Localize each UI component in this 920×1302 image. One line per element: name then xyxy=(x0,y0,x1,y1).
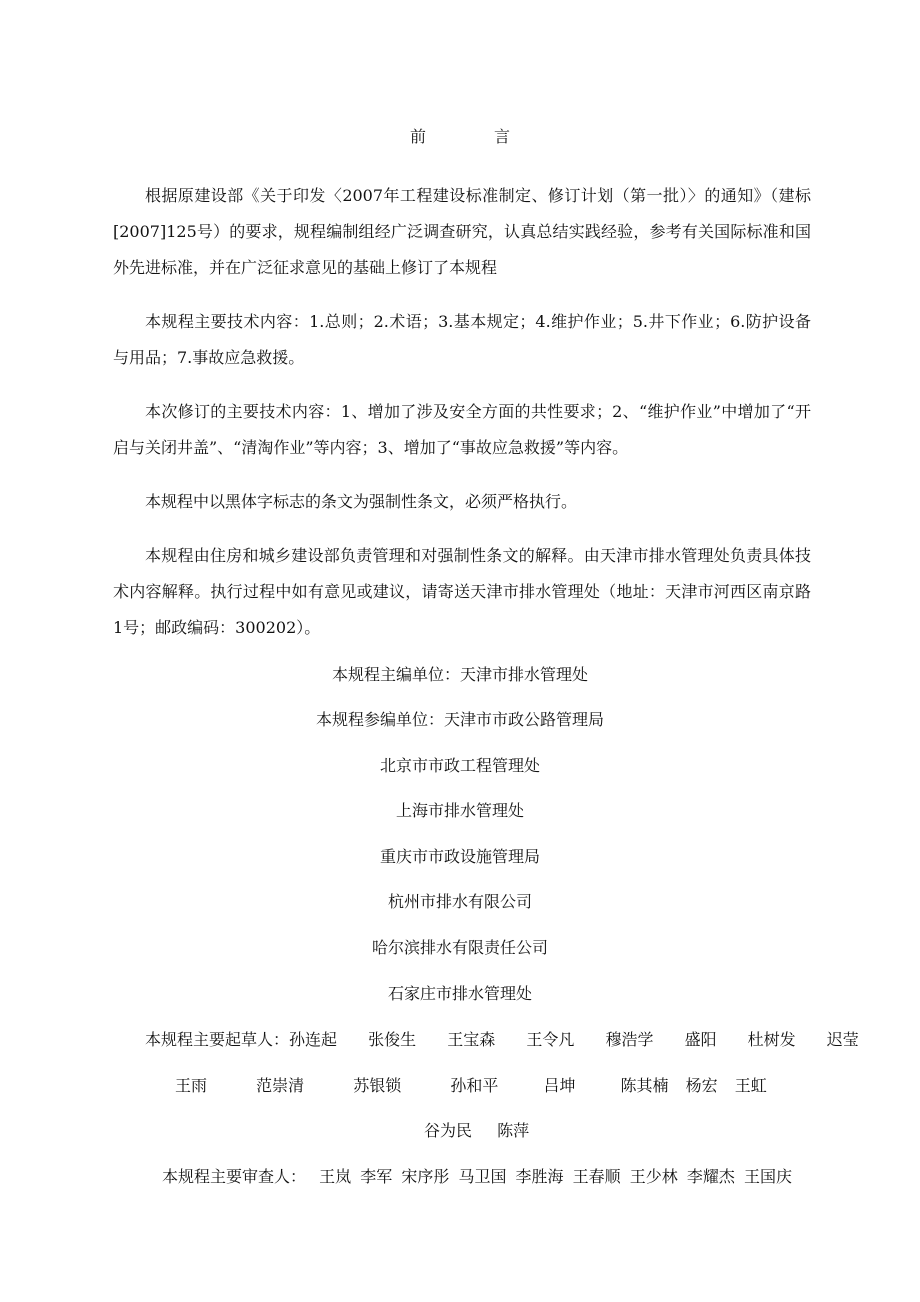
participating-unit: 哈尔滨排水有限责任公司 xyxy=(371,938,548,957)
drafter-name: 王虹 xyxy=(734,1076,767,1095)
page-title: 前 言 xyxy=(409,127,536,146)
reviewer-name: 宋序彤 xyxy=(401,1167,450,1186)
paragraph-mandatory-clauses: 本规程中以黑体字标志的条文为强制性条文，必须严格执行。 xyxy=(145,492,578,511)
drafter-name: 盛阳 xyxy=(684,1030,717,1049)
drafter-name: 吕坤 xyxy=(543,1076,576,1095)
reviewers-label: 本规程主要审查人： xyxy=(162,1167,307,1186)
reviewer-name: 王岚 xyxy=(319,1167,352,1186)
reviewers-row xyxy=(162,1164,792,1187)
participating-units-label: 本规程参编单位：天津市市政公路管理局 xyxy=(315,710,604,729)
reviewer-name: 李胜海 xyxy=(515,1167,564,1186)
reviewer-name: 王少林 xyxy=(629,1167,678,1186)
paragraph-main-content: 本规程主要技术内容：1.总则；2.术语；3.基本规定；4.维护作业；5.井下作业；6.防护设备与用品；7.事故应急救援。 xyxy=(113,312,811,367)
drafter-name: 王令凡 xyxy=(526,1030,575,1049)
drafter-name: 范崇清 xyxy=(256,1076,305,1095)
drafter-name: 穆浩学 xyxy=(605,1030,654,1049)
reviewer-name: 王国庆 xyxy=(743,1167,792,1186)
drafter-name: 杨宏 xyxy=(685,1076,718,1095)
participating-unit: 杭州市排水有限公司 xyxy=(387,892,532,911)
paragraph-revision-content: 本次修订的主要技术内容：1、增加了涉及安全方面的共性要求；2、“维护作业”中增加了“开启与关闭井盖”、“清淘作业”等内容；3、增加了“事故应急救援”等内容。 xyxy=(113,402,811,457)
drafters-row xyxy=(175,1073,767,1096)
drafter-name: 谷为民 xyxy=(424,1121,473,1140)
drafter-name: 孙和平 xyxy=(450,1076,499,1095)
reviewer-name: 马卫国 xyxy=(458,1167,507,1186)
drafters-label: 本规程主要起草人： xyxy=(145,1030,290,1049)
drafters-row xyxy=(145,1027,859,1050)
drafter-name: 苏银锁 xyxy=(353,1076,402,1095)
participating-unit: 北京市市政工程管理处 xyxy=(379,756,540,775)
participating-unit: 重庆市市政设施管理局 xyxy=(379,847,540,866)
drafter-name: 王雨 xyxy=(175,1076,208,1095)
participating-unit: 石家庄市排水管理处 xyxy=(387,984,532,1003)
reviewer-name: 李耀杰 xyxy=(686,1167,735,1186)
drafter-name: 张俊生 xyxy=(368,1030,417,1049)
reviewer-name: 王春顺 xyxy=(572,1167,621,1186)
drafter-name: 杜树发 xyxy=(747,1030,796,1049)
drafter-name: 王宝森 xyxy=(447,1030,496,1049)
paragraph-basis: 根据原建设部《关于印发〈2007年工程建设标准制定、修订计划（第一批）〉的通知》（建标[2007]125号）的要求，规程编制组经广泛调查研究，认真总结实践经验，参考有关国际标准和国外先进标准，并在广泛征求意见的基础上修订了本规程 xyxy=(113,186,811,277)
drafter-name: 陈其楠 xyxy=(620,1076,669,1095)
paragraph-management: 本规程由住房和城乡建设部负责管理和对强制性条文的解释。由天津市排水管理处负责具体技术内容解释。执行过程中如有意见或建议，请寄送天津市排水管理处（地址：天津市河西区南京路1号；邮政编码：300202）。 xyxy=(113,546,811,637)
chief-editor-unit: 本规程主编单位：天津市排水管理处 xyxy=(331,665,588,684)
drafter-name: 迟莹 xyxy=(826,1030,859,1049)
reviewer-name: 李军 xyxy=(360,1167,393,1186)
drafter-name: 孙连起 xyxy=(289,1030,338,1049)
drafters-row xyxy=(424,1118,529,1141)
drafter-name: 陈萍 xyxy=(497,1121,530,1140)
participating-unit: 上海市排水管理处 xyxy=(395,801,524,820)
